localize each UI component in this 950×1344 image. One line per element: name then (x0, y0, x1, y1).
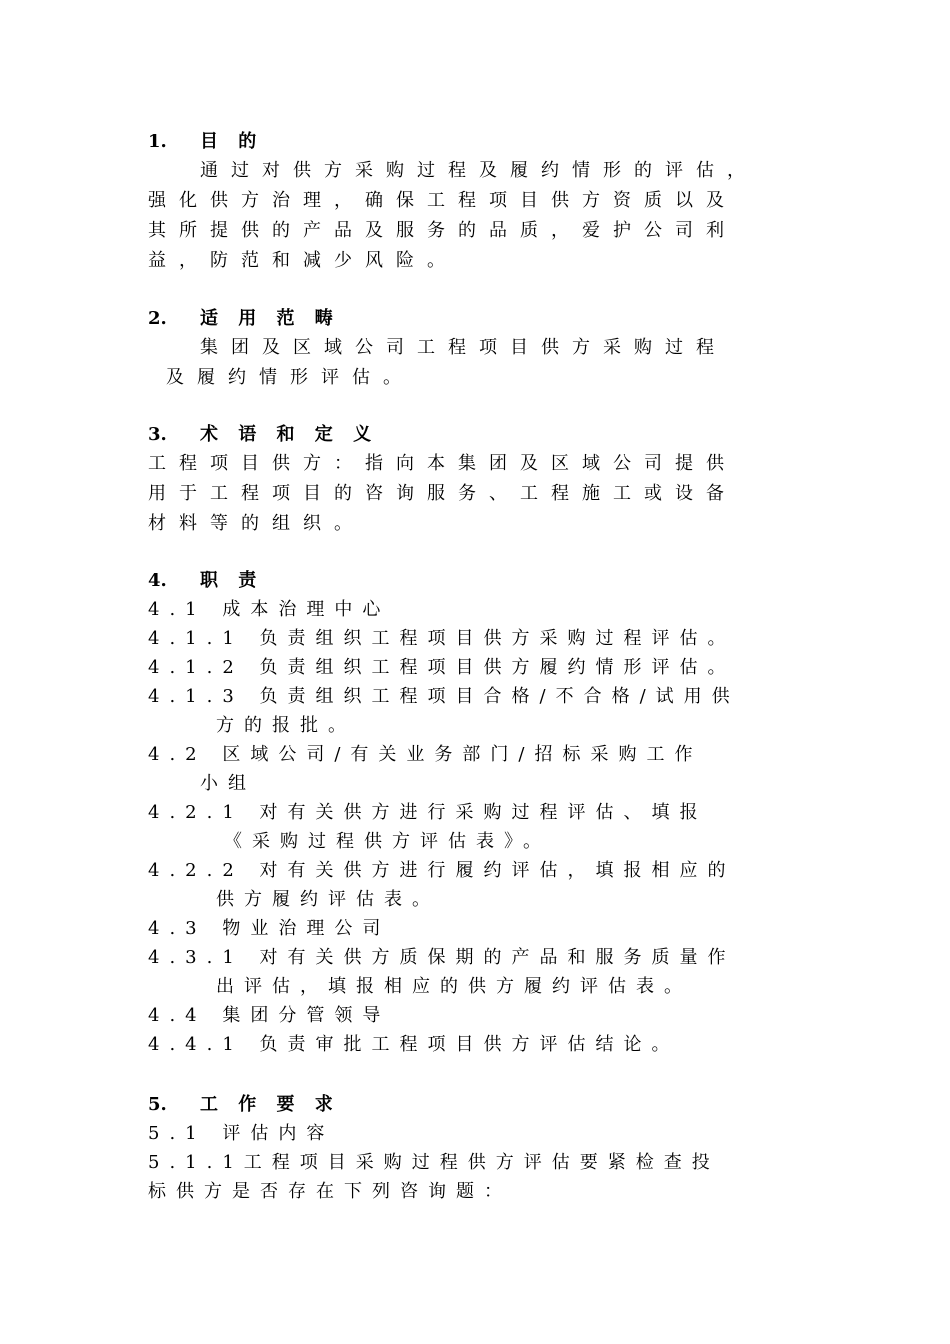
section-heading-2 (148, 308, 340, 330)
subsection-line: 5.1.1工程项目采购过程供方评估要紧检查投 (148, 1152, 720, 1173)
section-number: 2. (148, 308, 167, 329)
subsection-line: 4.1.2 负责组织工程项目供方履约情形评估。 (148, 657, 736, 678)
section-heading-4 (148, 570, 263, 592)
section-number: 5. (148, 1094, 167, 1115)
section-heading-3 (148, 424, 378, 446)
subsection-line: 标供方是否存在下列咨询题： (148, 1181, 512, 1202)
subsection-line: 小组 (200, 773, 256, 794)
subsection-line: 4.1 成本治理中心 (148, 599, 391, 620)
subsection-line: 4.3 物业治理公司 (148, 918, 391, 939)
paragraph-line: 及履约情形评估。 (166, 367, 414, 388)
paragraph-line: 工程项目供方：指向本集团及区域公司提供 (148, 453, 737, 474)
section-title: 目 的 (200, 131, 264, 152)
subsection-line: 方的报批。 (216, 715, 356, 736)
subsection-line: 4.1.3 负责组织工程项目合格/不合格/试用供 (148, 686, 740, 707)
subsection-line: 4.4.1 负责审批工程项目供方评估结论。 (148, 1034, 680, 1055)
section-title: 职 责 (200, 570, 264, 591)
subsection-line: 供方履约评估表。 (216, 889, 440, 910)
paragraph-line: 集团及区域公司工程项目供方采购过程 (200, 337, 727, 358)
paragraph-line: 通过对供方采购过程及履约情形的评估， (200, 160, 758, 181)
section-number: 4. (148, 570, 167, 591)
subsection-line: 4.4 集团分管领导 (148, 1005, 391, 1026)
section-title: 适 用 范 畴 (200, 308, 340, 329)
paragraph-line: 其所提供的产品及服务的品质，爱护公司利 (148, 220, 737, 241)
paragraph-line: 材料等的组织。 (148, 513, 365, 534)
section-heading-1 (148, 131, 263, 153)
section-number: 3. (148, 424, 167, 445)
subsection-line: 4.3.1 对有关供方质保期的产品和服务质量作 (148, 947, 736, 968)
subsection-line: 4.2 区域公司/有关业务部门/招标采购工作 (148, 744, 703, 765)
paragraph-line: 强化供方治理，确保工程项目供方资质以及 (148, 190, 737, 211)
paragraph-line: 益，防范和减少风险。 (148, 250, 458, 271)
paragraph-line: 用于工程项目的咨询服务、工程施工或设备 (148, 483, 737, 504)
section-number: 1. (148, 131, 167, 152)
subsection-line: 4.1.1 负责组织工程项目供方采购过程评估。 (148, 628, 736, 649)
subsection-line: 4.2.1 对有关供方进行采购过程评估、填报 (148, 802, 708, 823)
subsection-line: 4.2.2 对有关供方进行履约评估，填报相应的 (148, 860, 736, 881)
section-heading-5 (148, 1094, 340, 1116)
subsection-line: 《采购过程供方评估表》。 (224, 831, 551, 852)
section-title: 工 作 要 求 (200, 1094, 340, 1115)
section-title: 术 语 和 定 义 (200, 424, 379, 445)
subsection-line: 5.1 评估内容 (148, 1123, 335, 1144)
subsection-line: 出评估，填报相应的供方履约评估表。 (216, 976, 692, 997)
